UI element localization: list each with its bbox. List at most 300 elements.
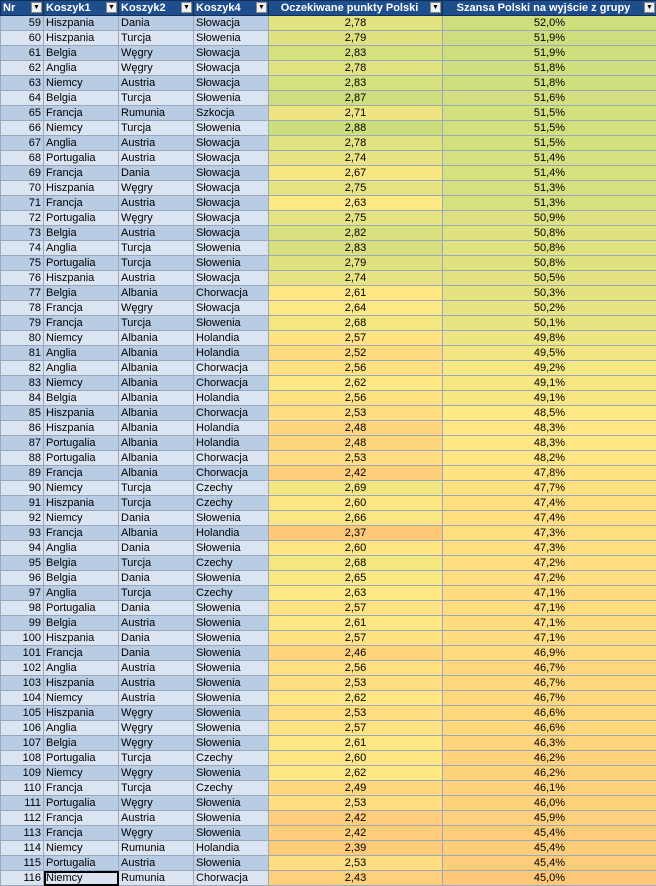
cell-koszyk4[interactable]: Słowacja [194, 166, 269, 181]
cell-koszyk2[interactable]: Albania [119, 406, 194, 421]
cell-koszyk4[interactable]: Słowacja [194, 196, 269, 211]
cell-koszyk2[interactable]: Austria [119, 226, 194, 241]
cell-nr[interactable]: 70 [1, 181, 44, 196]
cell-nr[interactable]: 63 [1, 76, 44, 91]
cell-koszyk4[interactable]: Słowenia [194, 601, 269, 616]
cell-nr[interactable]: 112 [1, 811, 44, 826]
cell-points[interactable]: 2,42 [269, 811, 443, 826]
cell-koszyk2[interactable]: Dania [119, 166, 194, 181]
cell-koszyk4[interactable]: Słowenia [194, 91, 269, 106]
cell-points[interactable]: 2,53 [269, 676, 443, 691]
cell-chance[interactable]: 47,7% [443, 481, 656, 496]
cell-chance[interactable]: 52,0% [443, 16, 656, 31]
cell-points[interactable]: 2,60 [269, 751, 443, 766]
cell-nr[interactable]: 83 [1, 376, 44, 391]
cell-points[interactable]: 2,53 [269, 406, 443, 421]
cell-koszyk4[interactable]: Chorwacja [194, 406, 269, 421]
cell-koszyk1[interactable]: Francja [44, 316, 119, 331]
cell-points[interactable]: 2,83 [269, 241, 443, 256]
cell-koszyk2[interactable]: Albania [119, 391, 194, 406]
cell-koszyk4[interactable]: Holandia [194, 526, 269, 541]
cell-points[interactable]: 2,48 [269, 421, 443, 436]
cell-koszyk2[interactable]: Rumunia [119, 871, 194, 886]
cell-koszyk4[interactable]: Słowacja [194, 136, 269, 151]
header-koszyk4[interactable] [194, 1, 269, 16]
cell-points[interactable]: 2,52 [269, 346, 443, 361]
cell-koszyk2[interactable]: Austria [119, 76, 194, 91]
cell-koszyk1[interactable]: Hiszpania [44, 706, 119, 721]
cell-chance[interactable]: 49,1% [443, 391, 656, 406]
cell-koszyk1[interactable]: Hiszpania [44, 271, 119, 286]
cell-koszyk2[interactable]: Węgry [119, 796, 194, 811]
cell-points[interactable]: 2,53 [269, 796, 443, 811]
cell-nr[interactable]: 102 [1, 661, 44, 676]
cell-nr[interactable]: 98 [1, 601, 44, 616]
cell-koszyk4[interactable]: Słowenia [194, 316, 269, 331]
cell-koszyk4[interactable]: Chorwacja [194, 376, 269, 391]
cell-points[interactable]: 2,49 [269, 781, 443, 796]
cell-nr[interactable]: 110 [1, 781, 44, 796]
cell-koszyk2[interactable]: Turcja [119, 496, 194, 511]
cell-koszyk4[interactable]: Słowenia [194, 631, 269, 646]
cell-koszyk2[interactable]: Austria [119, 151, 194, 166]
cell-chance[interactable]: 45,4% [443, 841, 656, 856]
cell-koszyk2[interactable]: Turcja [119, 586, 194, 601]
cell-koszyk1[interactable]: Francja [44, 646, 119, 661]
cell-koszyk4[interactable]: Holandia [194, 391, 269, 406]
header-chance[interactable] [443, 1, 656, 16]
cell-chance[interactable]: 46,2% [443, 766, 656, 781]
cell-koszyk1[interactable]: Hiszpania [44, 631, 119, 646]
cell-koszyk1[interactable]: Belgia [44, 736, 119, 751]
cell-nr[interactable]: 103 [1, 676, 44, 691]
cell-koszyk1[interactable]: Belgia [44, 91, 119, 106]
cell-chance[interactable]: 48,5% [443, 406, 656, 421]
cell-koszyk2[interactable]: Węgry [119, 766, 194, 781]
cell-koszyk4[interactable]: Czechy [194, 751, 269, 766]
cell-koszyk2[interactable]: Rumunia [119, 841, 194, 856]
cell-nr[interactable]: 114 [1, 841, 44, 856]
cell-koszyk1[interactable]: Hiszpania [44, 421, 119, 436]
cell-koszyk1[interactable]: Belgia [44, 571, 119, 586]
cell-points[interactable]: 2,83 [269, 46, 443, 61]
cell-koszyk1[interactable]: Niemcy [44, 691, 119, 706]
cell-koszyk4[interactable]: Czechy [194, 496, 269, 511]
cell-koszyk4[interactable]: Słowacja [194, 151, 269, 166]
cell-chance[interactable]: 50,8% [443, 241, 656, 256]
cell-chance[interactable]: 51,9% [443, 46, 656, 61]
cell-koszyk1[interactable]: Niemcy [44, 511, 119, 526]
cell-nr[interactable]: 89 [1, 466, 44, 481]
cell-koszyk4[interactable]: Słowacja [194, 16, 269, 31]
cell-points[interactable]: 2,63 [269, 586, 443, 601]
filter-dropdown-icon[interactable]: ▼ [256, 2, 267, 13]
cell-points[interactable]: 2,74 [269, 151, 443, 166]
cell-nr[interactable]: 65 [1, 106, 44, 121]
cell-koszyk4[interactable]: Chorwacja [194, 286, 269, 301]
cell-points[interactable]: 2,62 [269, 376, 443, 391]
cell-koszyk4[interactable]: Chorwacja [194, 466, 269, 481]
cell-nr[interactable]: 93 [1, 526, 44, 541]
cell-koszyk2[interactable]: Dania [119, 646, 194, 661]
cell-koszyk1[interactable]: Belgia [44, 46, 119, 61]
cell-points[interactable]: 2,83 [269, 76, 443, 91]
cell-points[interactable]: 2,74 [269, 271, 443, 286]
cell-nr[interactable]: 95 [1, 556, 44, 571]
cell-nr[interactable]: 87 [1, 436, 44, 451]
cell-koszyk1[interactable]: Portugalia [44, 451, 119, 466]
cell-chance[interactable]: 46,7% [443, 691, 656, 706]
cell-chance[interactable]: 50,9% [443, 211, 656, 226]
cell-nr[interactable]: 99 [1, 616, 44, 631]
cell-nr[interactable]: 107 [1, 736, 44, 751]
cell-nr[interactable]: 88 [1, 451, 44, 466]
cell-koszyk2[interactable]: Dania [119, 511, 194, 526]
cell-nr[interactable]: 84 [1, 391, 44, 406]
cell-koszyk1[interactable]: Anglia [44, 61, 119, 76]
cell-chance[interactable]: 46,0% [443, 796, 656, 811]
cell-chance[interactable]: 47,4% [443, 496, 656, 511]
cell-koszyk1[interactable]: Francja [44, 781, 119, 796]
cell-points[interactable]: 2,42 [269, 826, 443, 841]
cell-chance[interactable]: 50,8% [443, 226, 656, 241]
filter-dropdown-icon[interactable]: ▼ [430, 2, 441, 13]
cell-points[interactable]: 2,61 [269, 616, 443, 631]
cell-nr[interactable]: 73 [1, 226, 44, 241]
cell-koszyk2[interactable]: Austria [119, 271, 194, 286]
cell-koszyk2[interactable]: Węgry [119, 211, 194, 226]
cell-koszyk4[interactable]: Słowacja [194, 46, 269, 61]
cell-nr[interactable]: 74 [1, 241, 44, 256]
cell-chance[interactable]: 48,3% [443, 436, 656, 451]
cell-koszyk1[interactable]: Francja [44, 811, 119, 826]
cell-koszyk4[interactable]: Słowenia [194, 736, 269, 751]
cell-chance[interactable]: 46,7% [443, 661, 656, 676]
cell-chance[interactable]: 46,7% [443, 676, 656, 691]
cell-koszyk1[interactable]: Francja [44, 196, 119, 211]
cell-nr[interactable]: 80 [1, 331, 44, 346]
cell-nr[interactable]: 106 [1, 721, 44, 736]
cell-koszyk4[interactable]: Słowenia [194, 721, 269, 736]
cell-koszyk2[interactable]: Turcja [119, 91, 194, 106]
cell-koszyk2[interactable]: Turcja [119, 316, 194, 331]
cell-koszyk1[interactable]: Hiszpania [44, 406, 119, 421]
cell-koszyk2[interactable]: Węgry [119, 301, 194, 316]
cell-koszyk2[interactable]: Turcja [119, 751, 194, 766]
cell-koszyk2[interactable]: Albania [119, 361, 194, 376]
cell-chance[interactable]: 49,8% [443, 331, 656, 346]
cell-koszyk2[interactable]: Rumunia [119, 106, 194, 121]
cell-koszyk2[interactable]: Albania [119, 451, 194, 466]
cell-chance[interactable]: 51,9% [443, 31, 656, 46]
cell-koszyk4[interactable]: Słowacja [194, 226, 269, 241]
cell-points[interactable]: 2,42 [269, 466, 443, 481]
cell-koszyk1[interactable]: Belgia [44, 616, 119, 631]
cell-koszyk4[interactable]: Słowenia [194, 646, 269, 661]
cell-koszyk4[interactable]: Słowenia [194, 676, 269, 691]
cell-koszyk1[interactable]: Hiszpania [44, 181, 119, 196]
cell-nr[interactable]: 71 [1, 196, 44, 211]
cell-koszyk2[interactable]: Albania [119, 331, 194, 346]
cell-koszyk1[interactable]: Anglia [44, 136, 119, 151]
cell-koszyk1[interactable]: Francja [44, 106, 119, 121]
cell-points[interactable]: 2,64 [269, 301, 443, 316]
cell-points[interactable]: 2,65 [269, 571, 443, 586]
cell-koszyk4[interactable]: Holandia [194, 346, 269, 361]
cell-nr[interactable]: 60 [1, 31, 44, 46]
cell-koszyk1[interactable]: Francja [44, 166, 119, 181]
cell-nr[interactable]: 105 [1, 706, 44, 721]
filter-dropdown-icon[interactable]: ▼ [106, 2, 117, 13]
cell-chance[interactable]: 50,8% [443, 256, 656, 271]
cell-points[interactable]: 2,75 [269, 181, 443, 196]
cell-chance[interactable]: 47,1% [443, 631, 656, 646]
cell-koszyk2[interactable]: Dania [119, 541, 194, 556]
cell-koszyk4[interactable]: Holandia [194, 331, 269, 346]
cell-koszyk2[interactable]: Albania [119, 421, 194, 436]
cell-koszyk1[interactable]: Niemcy [44, 841, 119, 856]
cell-points[interactable]: 2,71 [269, 106, 443, 121]
cell-koszyk2[interactable]: Dania [119, 571, 194, 586]
cell-koszyk1[interactable]: Portugalia [44, 856, 119, 871]
cell-koszyk1[interactable]: Niemcy [44, 331, 119, 346]
cell-nr[interactable]: 75 [1, 256, 44, 271]
cell-chance[interactable]: 45,4% [443, 826, 656, 841]
cell-koszyk1[interactable]: Anglia [44, 361, 119, 376]
cell-koszyk1[interactable]: Francja [44, 466, 119, 481]
cell-nr[interactable]: 115 [1, 856, 44, 871]
cell-koszyk4[interactable]: Czechy [194, 586, 269, 601]
cell-koszyk4[interactable]: Chorwacja [194, 871, 269, 886]
cell-chance[interactable]: 50,3% [443, 286, 656, 301]
cell-koszyk4[interactable]: Słowenia [194, 826, 269, 841]
cell-koszyk4[interactable]: Słowenia [194, 811, 269, 826]
cell-koszyk2[interactable]: Albania [119, 376, 194, 391]
filter-dropdown-icon[interactable]: ▼ [181, 2, 192, 13]
cell-chance[interactable]: 51,5% [443, 136, 656, 151]
cell-koszyk2[interactable]: Turcja [119, 256, 194, 271]
cell-chance[interactable]: 46,6% [443, 721, 656, 736]
cell-koszyk2[interactable]: Węgry [119, 706, 194, 721]
cell-points[interactable]: 2,53 [269, 856, 443, 871]
cell-koszyk2[interactable]: Austria [119, 676, 194, 691]
cell-koszyk2[interactable]: Albania [119, 526, 194, 541]
cell-chance[interactable]: 49,2% [443, 361, 656, 376]
cell-koszyk4[interactable]: Słowenia [194, 706, 269, 721]
cell-chance[interactable]: 50,1% [443, 316, 656, 331]
cell-points[interactable]: 2,78 [269, 136, 443, 151]
cell-koszyk2[interactable]: Węgry [119, 46, 194, 61]
cell-chance[interactable]: 51,4% [443, 166, 656, 181]
cell-chance[interactable]: 47,2% [443, 571, 656, 586]
cell-nr[interactable]: 85 [1, 406, 44, 421]
cell-points[interactable]: 2,69 [269, 481, 443, 496]
cell-chance[interactable]: 47,4% [443, 511, 656, 526]
cell-koszyk1[interactable]: Belgia [44, 226, 119, 241]
cell-koszyk1[interactable]: Portugalia [44, 256, 119, 271]
cell-points[interactable]: 2,62 [269, 691, 443, 706]
cell-points[interactable]: 2,60 [269, 496, 443, 511]
cell-nr[interactable]: 104 [1, 691, 44, 706]
cell-koszyk4[interactable]: Słowenia [194, 856, 269, 871]
cell-points[interactable]: 2,88 [269, 121, 443, 136]
cell-points[interactable]: 2,61 [269, 286, 443, 301]
cell-nr[interactable]: 78 [1, 301, 44, 316]
cell-nr[interactable]: 96 [1, 571, 44, 586]
cell-koszyk1[interactable]: Anglia [44, 541, 119, 556]
cell-koszyk2[interactable]: Austria [119, 691, 194, 706]
cell-chance[interactable]: 51,6% [443, 91, 656, 106]
cell-chance[interactable]: 46,3% [443, 736, 656, 751]
cell-points[interactable]: 2,56 [269, 361, 443, 376]
cell-koszyk2[interactable]: Albania [119, 466, 194, 481]
cell-points[interactable]: 2,68 [269, 556, 443, 571]
cell-chance[interactable]: 49,1% [443, 376, 656, 391]
cell-nr[interactable]: 77 [1, 286, 44, 301]
cell-koszyk2[interactable]: Turcja [119, 781, 194, 796]
cell-chance[interactable]: 47,2% [443, 556, 656, 571]
cell-koszyk4[interactable]: Słowenia [194, 511, 269, 526]
cell-points[interactable]: 2,57 [269, 601, 443, 616]
cell-koszyk4[interactable]: Słowacja [194, 181, 269, 196]
cell-koszyk4[interactable]: Słowacja [194, 301, 269, 316]
cell-chance[interactable]: 47,8% [443, 466, 656, 481]
cell-koszyk2[interactable]: Albania [119, 346, 194, 361]
cell-koszyk4[interactable]: Słowacja [194, 76, 269, 91]
cell-nr[interactable]: 59 [1, 16, 44, 31]
cell-koszyk1[interactable]: Hiszpania [44, 496, 119, 511]
cell-points[interactable]: 2,78 [269, 16, 443, 31]
cell-points[interactable]: 2,37 [269, 526, 443, 541]
cell-koszyk1[interactable]: Anglia [44, 346, 119, 361]
cell-chance[interactable]: 48,2% [443, 451, 656, 466]
cell-nr[interactable]: 100 [1, 631, 44, 646]
header-nr[interactable] [1, 1, 44, 16]
cell-koszyk2[interactable]: Węgry [119, 826, 194, 841]
cell-koszyk4[interactable]: Czechy [194, 556, 269, 571]
cell-points[interactable]: 2,57 [269, 631, 443, 646]
cell-nr[interactable]: 76 [1, 271, 44, 286]
cell-nr[interactable]: 69 [1, 166, 44, 181]
cell-points[interactable]: 2,61 [269, 736, 443, 751]
cell-chance[interactable]: 47,3% [443, 526, 656, 541]
cell-koszyk1[interactable]: Anglia [44, 586, 119, 601]
cell-koszyk1[interactable]: Portugalia [44, 436, 119, 451]
cell-koszyk4[interactable]: Słowenia [194, 661, 269, 676]
cell-koszyk1[interactable]: Portugalia [44, 211, 119, 226]
cell-koszyk1[interactable]: Niemcy [44, 871, 119, 886]
cell-koszyk4[interactable]: Chorwacja [194, 451, 269, 466]
cell-koszyk4[interactable]: Chorwacja [194, 361, 269, 376]
cell-chance[interactable]: 47,1% [443, 601, 656, 616]
cell-points[interactable]: 2,68 [269, 316, 443, 331]
cell-koszyk4[interactable]: Słowenia [194, 541, 269, 556]
cell-koszyk2[interactable]: Węgry [119, 181, 194, 196]
header-points[interactable] [269, 1, 443, 16]
cell-points[interactable]: 2,63 [269, 196, 443, 211]
cell-points[interactable]: 2,56 [269, 661, 443, 676]
cell-chance[interactable]: 45,0% [443, 871, 656, 886]
cell-chance[interactable]: 51,4% [443, 151, 656, 166]
filter-dropdown-icon[interactable]: ▼ [31, 2, 42, 13]
cell-chance[interactable]: 45,4% [443, 856, 656, 871]
cell-points[interactable]: 2,53 [269, 451, 443, 466]
cell-nr[interactable]: 109 [1, 766, 44, 781]
cell-nr[interactable]: 86 [1, 421, 44, 436]
cell-koszyk4[interactable]: Słowenia [194, 241, 269, 256]
cell-koszyk4[interactable]: Czechy [194, 781, 269, 796]
cell-koszyk1[interactable]: Francja [44, 301, 119, 316]
cell-chance[interactable]: 51,3% [443, 196, 656, 211]
cell-koszyk4[interactable]: Holandia [194, 421, 269, 436]
cell-koszyk4[interactable]: Słowenia [194, 796, 269, 811]
cell-koszyk1[interactable]: Anglia [44, 721, 119, 736]
cell-koszyk1[interactable]: Niemcy [44, 481, 119, 496]
cell-koszyk4[interactable]: Słowenia [194, 31, 269, 46]
cell-chance[interactable]: 50,2% [443, 301, 656, 316]
header-koszyk2[interactable] [119, 1, 194, 16]
cell-nr[interactable]: 116 [1, 871, 44, 886]
cell-nr[interactable]: 68 [1, 151, 44, 166]
cell-koszyk1[interactable]: Hiszpania [44, 31, 119, 46]
cell-koszyk2[interactable]: Węgry [119, 721, 194, 736]
cell-koszyk1[interactable]: Francja [44, 526, 119, 541]
cell-points[interactable]: 2,75 [269, 211, 443, 226]
cell-koszyk4[interactable]: Holandia [194, 841, 269, 856]
cell-chance[interactable]: 47,3% [443, 541, 656, 556]
cell-chance[interactable]: 45,9% [443, 811, 656, 826]
cell-points[interactable]: 2,43 [269, 871, 443, 886]
cell-koszyk1[interactable]: Belgia [44, 556, 119, 571]
cell-chance[interactable]: 51,5% [443, 106, 656, 121]
cell-points[interactable]: 2,66 [269, 511, 443, 526]
cell-koszyk1[interactable]: Niemcy [44, 376, 119, 391]
cell-koszyk1[interactable]: Portugalia [44, 151, 119, 166]
cell-koszyk2[interactable]: Austria [119, 856, 194, 871]
cell-points[interactable]: 2,48 [269, 436, 443, 451]
cell-koszyk2[interactable]: Turcja [119, 241, 194, 256]
cell-koszyk1[interactable]: Niemcy [44, 121, 119, 136]
cell-koszyk2[interactable]: Węgry [119, 736, 194, 751]
cell-koszyk1[interactable]: Hiszpania [44, 16, 119, 31]
cell-nr[interactable]: 72 [1, 211, 44, 226]
cell-nr[interactable]: 66 [1, 121, 44, 136]
cell-points[interactable]: 2,67 [269, 166, 443, 181]
cell-koszyk2[interactable]: Turcja [119, 481, 194, 496]
cell-koszyk2[interactable]: Turcja [119, 556, 194, 571]
cell-koszyk2[interactable]: Dania [119, 601, 194, 616]
cell-koszyk4[interactable]: Słowenia [194, 691, 269, 706]
cell-koszyk1[interactable]: Anglia [44, 241, 119, 256]
cell-chance[interactable]: 51,8% [443, 76, 656, 91]
cell-nr[interactable]: 111 [1, 796, 44, 811]
cell-nr[interactable]: 67 [1, 136, 44, 151]
cell-koszyk4[interactable]: Słowacja [194, 61, 269, 76]
cell-nr[interactable]: 90 [1, 481, 44, 496]
cell-points[interactable]: 2,39 [269, 841, 443, 856]
cell-koszyk1[interactable]: Anglia [44, 661, 119, 676]
cell-koszyk1[interactable]: Niemcy [44, 766, 119, 781]
cell-koszyk1[interactable]: Portugalia [44, 601, 119, 616]
cell-koszyk2[interactable]: Austria [119, 196, 194, 211]
cell-nr[interactable]: 113 [1, 826, 44, 841]
cell-points[interactable]: 2,62 [269, 766, 443, 781]
cell-points[interactable]: 2,46 [269, 646, 443, 661]
filter-dropdown-icon[interactable]: ▼ [644, 2, 655, 13]
cell-nr[interactable]: 97 [1, 586, 44, 601]
cell-chance[interactable]: 46,2% [443, 751, 656, 766]
cell-koszyk2[interactable]: Austria [119, 661, 194, 676]
